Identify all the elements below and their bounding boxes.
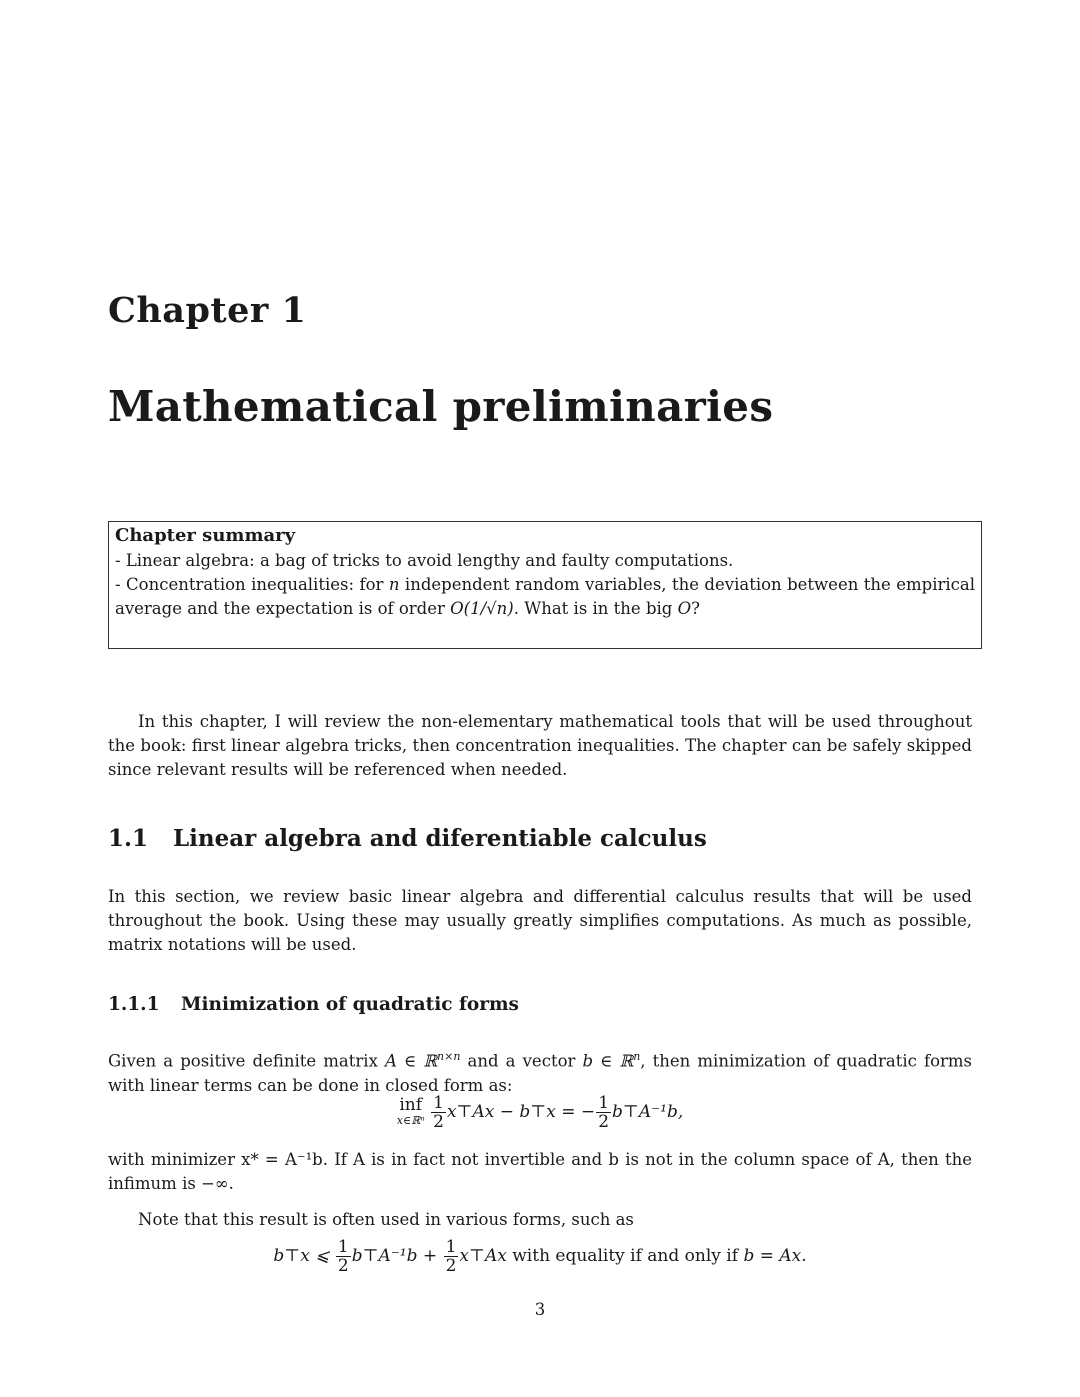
subsection-title: Minimization of quadratic forms: [181, 994, 519, 1015]
chapter-title: Mathematical preliminaries: [108, 382, 774, 431]
section-paragraph: In this section, we review basic linear algebra and differential calculus results that will be used throughout the book. Using these may usually greatly simplifies computations. As much as possible, matrix notations will be used.: [108, 887, 972, 954]
intro-paragraph: In this chapter, I will review the non-elementary mathematical tools that will be used throughout the book: first linear algebra tricks, then concentration inequalities. The chapter can be safely skipped since relevant results will be referenced when needed.: [108, 712, 972, 779]
quadratic-paragraph: Given a positive definite matrix A ∈ ℝ$^{n\times n}$ and a vector b ∈ ℝ$^n$, then minimization of quadratic forms with linear terms can be done in closed form as:: [108, 1050, 973, 1095]
summary-title: Chapter summary: [115, 525, 296, 546]
summary-line-linear-algebra: - Linear algebra: a bag of tricks to avoid lengthy and faulty computations.: [115, 551, 734, 570]
page-number: 3: [534, 1300, 546, 1319]
subsection-number: 1.1.1: [108, 994, 160, 1015]
section-title: Linear algebra and diferentiable calculus: [173, 825, 707, 852]
section-heading: [108, 825, 707, 852]
chapter-label: Chapter 1: [108, 290, 307, 331]
section-number: 1.1: [108, 825, 149, 852]
subsection-heading: [108, 994, 519, 1015]
equation-inequality: b⊤x ⩽ $\frac{1}{2}$ b⊤A⁻¹b + $\frac{1}{2}$ x⊤Ax with equality if and only if b = Ax.: [273, 1237, 807, 1276]
summary-line-concentration: - Concentration inequalities: for n independent random variables, the deviation between the empirical average and the expectation is of order O(1/√n). What is in the big O?: [115, 575, 975, 618]
minimizer-paragraph: with minimizer x* = A⁻¹b. If A is in fact not invertible and b is not in the column space of A, then the infimum is −∞.: [108, 1150, 972, 1193]
equation-infimum: inf x∈ℝⁿ $\frac{1}{2}$ x⊤Ax − b⊤x = − $\frac{1}{2}$ b⊤A⁻¹b,: [396, 1093, 684, 1132]
chapter-summary-box: [108, 521, 982, 649]
note-paragraph: Note that this result is often used in various forms, such as: [138, 1210, 634, 1229]
